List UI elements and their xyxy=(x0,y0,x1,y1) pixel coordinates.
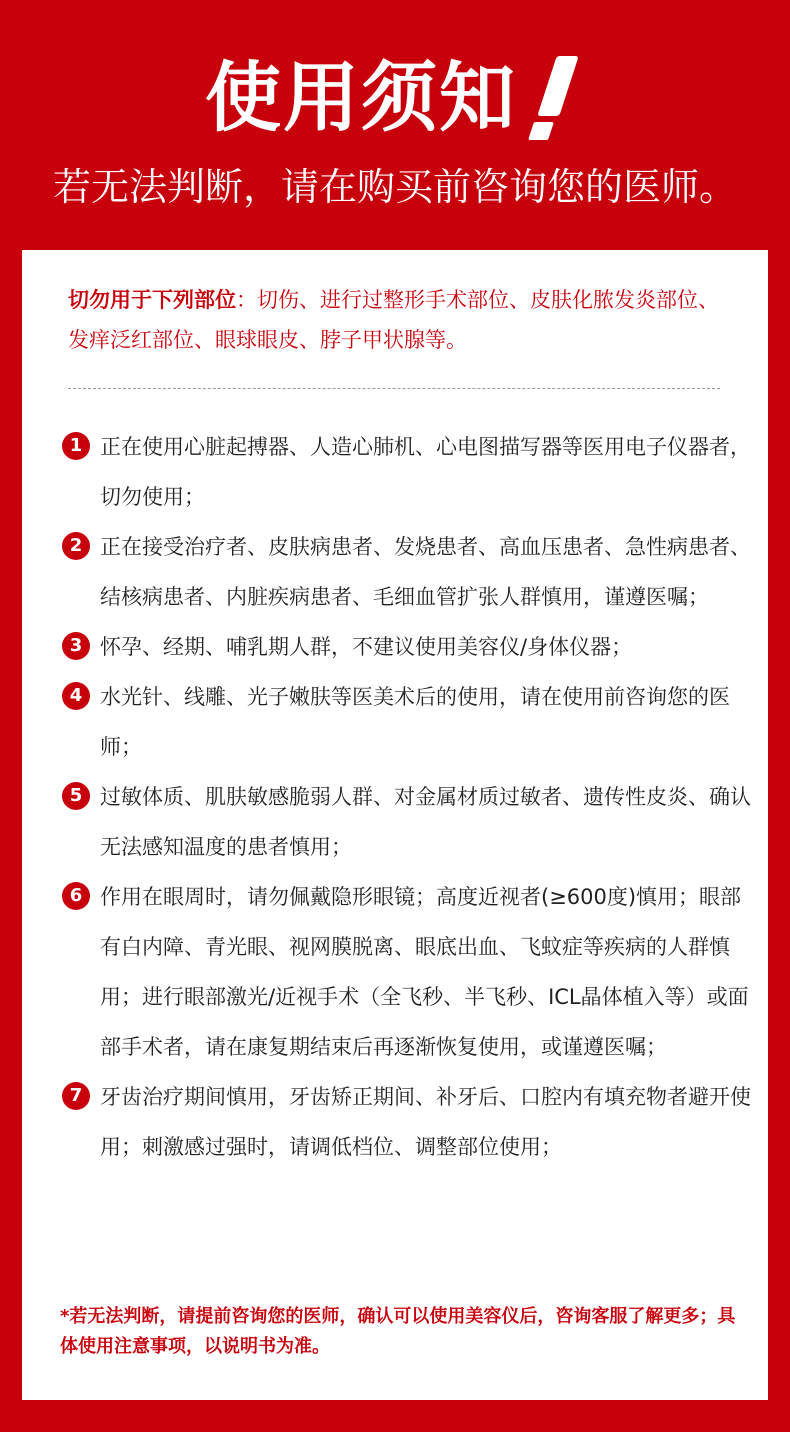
list-item xyxy=(62,422,752,522)
number-badge: 4 xyxy=(62,682,90,710)
notice-list xyxy=(62,422,752,1172)
warning-text xyxy=(68,280,728,360)
exclamation-icon xyxy=(525,52,585,144)
item-text: 怀孕、经期、哺乳期人群，不建议使用美容仪/身体仪器； xyxy=(100,635,633,659)
header xyxy=(0,0,790,250)
page-title: 使用须知 xyxy=(205,53,517,142)
number-badge: 6 xyxy=(62,882,90,910)
page-subtitle: 若无法判断，请在购买前咨询您的医师。 xyxy=(52,165,737,209)
list-item xyxy=(62,522,752,622)
dashed-divider xyxy=(68,388,720,389)
item-text: 作用在眼周时，请勿佩戴隐形眼镜；高度近视者(≥600度)慎用；眼部有白内障、青光眼、视网膜脱离、眼底出血、飞蚊症等疾病的人群慎用；进行眼部激光/近视手术（全飞秒、半飞秒、ICL晶体植入等）或面部手术者，请在康复期结束后再逐渐恢复使用，或谨遵医嘱； xyxy=(100,885,749,1059)
number-badge: 1 xyxy=(62,432,90,460)
list-item xyxy=(62,672,752,772)
item-text: 正在使用心脏起搏器、人造心肺机、心电图描写器等医用电子仪器者，切勿使用； xyxy=(100,435,751,509)
number-badge: 2 xyxy=(62,532,90,560)
item-text: 正在接受治疗者、皮肤病患者、发烧患者、高血压患者、急性病患者、结核病患者、内脏疾病患者、毛细血管扩张人群慎用，谨遵医嘱； xyxy=(100,535,751,609)
footnote: *若无法判断，请提前咨询您的医师，确认可以使用美容仪后，咨询客服了解更多；具体使用注意事项，以说明书为准。 xyxy=(60,1306,736,1357)
item-text: 水光针、线雕、光子嫩肤等医美术后的使用，请在使用前咨询您的医师； xyxy=(100,685,730,759)
list-item xyxy=(62,1072,752,1172)
item-text: 牙齿治疗期间慎用，牙齿矫正期间、补牙后、口腔内有填充物者避开使用；刺激感过强时，请调低档位、调整部位使用； xyxy=(100,1085,751,1159)
list-item xyxy=(62,772,752,872)
list-item xyxy=(62,622,752,672)
number-badge: 3 xyxy=(62,632,90,660)
item-text: 过敏体质、肌肤敏感脆弱人群、对金属材质过敏者、遗传性皮炎、确认无法感知温度的患者慎用； xyxy=(100,785,751,859)
list-item xyxy=(62,872,752,1072)
warning-label: 切勿用于下列部位 xyxy=(68,288,236,312)
notice-card xyxy=(22,250,768,1400)
number-badge: 7 xyxy=(62,1082,90,1110)
warning-body: ：切伤、进行过整形手术部位、皮肤化脓发炎部位、发痒泛红部位、眼球眼皮、脖子甲状腺等。 xyxy=(68,288,719,352)
number-badge: 5 xyxy=(62,782,90,810)
title-row xyxy=(0,52,790,144)
